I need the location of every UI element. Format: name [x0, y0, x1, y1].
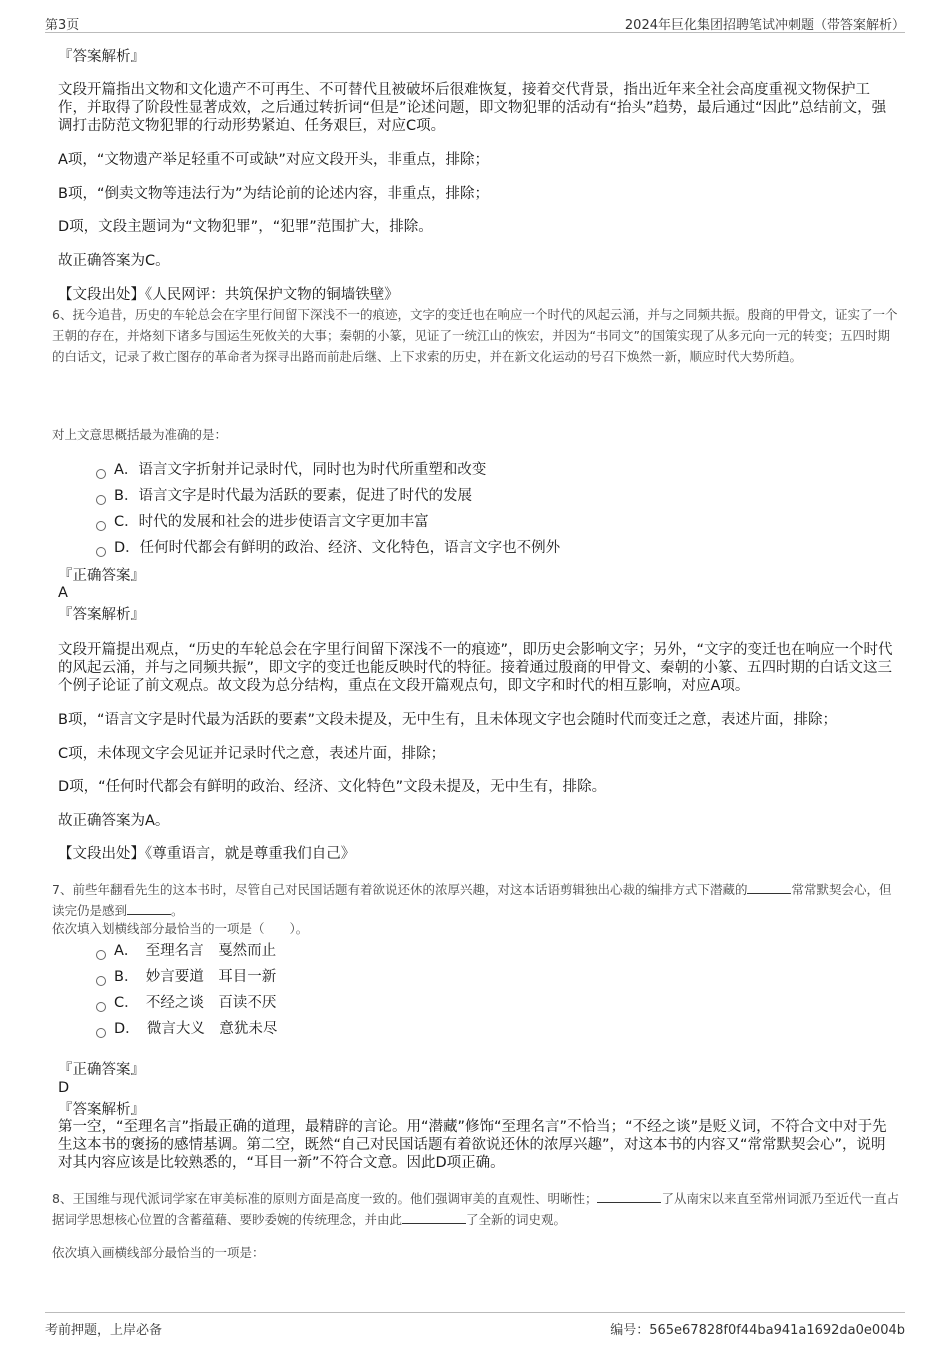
- fill-blank[interactable]: [747, 880, 791, 894]
- page-number: 第3页: [45, 18, 80, 33]
- question-7-option-d[interactable]: D． 微言大义 意犹未尽: [96, 1020, 277, 1038]
- analysis-label: 『答案解析』: [58, 607, 145, 623]
- question-6-option-a[interactable]: A．语言文字折射并记录时代，同时也为时代所重塑和改变: [96, 461, 486, 479]
- footer-slogan: 考前押题，上岸必备: [45, 1323, 163, 1338]
- source-citation: 【文段出处】《人民网评：共筑保护文物的铜墙铁壁》: [58, 287, 399, 303]
- question-7-option-a[interactable]: A． 至理名言 戛然而止: [96, 942, 276, 960]
- question-6-option-b[interactable]: B．语言文字是时代最为活跃的要素，促进了时代的发展: [96, 487, 472, 505]
- correct-answer-label: 『正确答案』: [58, 568, 145, 584]
- correct-answer-label: 『正确答案』: [58, 1062, 145, 1078]
- radio-icon[interactable]: [96, 521, 106, 531]
- question-6-option-d[interactable]: D．任何时代都会有鲜明的政治、经济、文化特色，语言文字也不例外: [96, 539, 560, 557]
- answer-conclusion: 故正确答案为A。: [58, 813, 170, 829]
- answer-conclusion: 故正确答案为C。: [58, 253, 170, 269]
- correct-answer-value: A: [58, 585, 68, 601]
- analysis-label: 『答案解析』: [58, 49, 145, 65]
- document-title: 2024年巨化集团招聘笔试冲刺题（带答案解析）: [624, 18, 905, 33]
- radio-icon[interactable]: [96, 1002, 106, 1012]
- radio-icon[interactable]: [96, 547, 106, 557]
- question-8-prompt: 依次填入画横线部分最恰当的一项是：: [52, 1245, 265, 1260]
- document-code: 编号：565e67828f0f44ba941a1692da0e004b: [610, 1323, 905, 1338]
- analysis-option-b: B项，“语言文字是时代最为活跃的要素”文段未提及，无中生有，且未体现文字也会随时代而变迁之意，表述片面，排除；: [58, 712, 837, 728]
- question-7-stem: 7、前些年翻看先生的这本书时，尽管自己对民国话题有着欲说还休的浓厚兴趣，对这本话语剪辑独出心裁的编排方式下潜藏的 常常默契会心，但读完仍是感到 。: [52, 882, 892, 918]
- question-6-option-c[interactable]: C．时代的发展和社会的进步使语言文字更加丰富: [96, 513, 429, 531]
- analysis-option-c: C项，未体现文字会见证并记录时代之意，表述片面，排除；: [58, 746, 446, 762]
- analysis-text: 文段开篇提出观点，“历史的车轮总会在字里行间留下深浅不一的痕迹”，即历史会影响文字；另外，“文字的变迁也在响应一个时代的风起云涌，并与之同频共振”，即文字的变迁也能反映时代的特征。接着通过殷商的甲骨文、秦朝的小篆、五四时期的白话文这三个例子论证了前文观点。故文段为总分结构，重点在文段开篇观点句，即文字和时代的相互影响，对应A项。: [58, 642, 893, 694]
- question-8-stem: 8、王国维与现代派词学家在审美标准的原则方面是高度一致的。他们强调审美的直观性、明晰性； 了从南宋以来直至常州词派乃至近代一直占据词学思想核心位置的含蓄蕴藉、要眇委婉的传统理念，并由此 了全新的词史观。: [52, 1191, 899, 1227]
- analysis-text: 第一空，“至理名言”指最正确的道理，最精辟的言论。用“潜藏”修饰“至理名言”不恰当；“不经之谈”是贬义词，不符合文中对于先生这本书的褒扬的感情基调。第二空，既然“自己对民国话题有着欲说还休的浓厚兴趣”，对这本书的内容又“常常默契会心”，说明对其内容应该是比较熟悉的，“耳目一新”不符合文意。因此D项正确。: [58, 1119, 887, 1171]
- question-7-prompt: 依次填入划横线部分最恰当的一项是（ ）。: [52, 921, 309, 936]
- radio-icon[interactable]: [96, 950, 106, 960]
- analysis-option-d: D项，“任何时代都会有鲜明的政治、经济、文化特色”文段未提及，无中生有，排除。: [58, 779, 607, 795]
- page-footer: [45, 1312, 905, 1337]
- question-7-option-b[interactable]: B． 妙言要道 耳目一新: [96, 968, 276, 986]
- radio-icon[interactable]: [96, 1028, 106, 1038]
- radio-icon[interactable]: [96, 495, 106, 505]
- radio-icon[interactable]: [96, 469, 106, 479]
- radio-icon[interactable]: [96, 976, 106, 986]
- question-7-option-c[interactable]: C． 不经之谈 百读不厌: [96, 994, 276, 1012]
- analysis-option-a: A项，“文物遗产举足轻重不可或缺”对应文段开头，非重点，排除；: [58, 152, 489, 168]
- analysis-label: 『答案解析』: [58, 1102, 145, 1118]
- correct-answer-value: D: [58, 1080, 70, 1096]
- analysis-text: 文段开篇指出文物和文化遗产不可再生、不可替代且被破坏后很难恢复，接着交代背景，指出近年来全社会高度重视文物保护工作，并取得了阶段性显著成效，之后通过转折词“但是”论述问题，即文物犯罪的活动有“抬头”趋势，最后通过“因此”总结前文，强调打击防范文物犯罪的行动形势紧迫、任务艰巨，对应C项。: [58, 82, 887, 134]
- page-header: [45, 12, 905, 33]
- fill-blank[interactable]: [597, 1189, 661, 1203]
- analysis-option-d: D项，文段主题词为“文物犯罪”，“犯罪”范围扩大，排除。: [58, 219, 433, 235]
- question-6-prompt: 对上文意思概括最为准确的是：: [52, 427, 228, 442]
- source-citation: 【文段出处】《尊重语言，就是尊重我们自己》: [58, 846, 356, 862]
- analysis-option-b: B项，“倒卖文物等违法行为”为结论前的论述内容，非重点，排除；: [58, 186, 489, 202]
- fill-blank[interactable]: [402, 1210, 466, 1224]
- fill-blank[interactable]: [127, 901, 171, 915]
- question-6-stem: 6、抚今追昔，历史的车轮总会在字里行间留下深浅不一的痕迹，文字的变迁也在响应一个时代的风起云涌，并与之同频共振。殷商的甲骨文，证实了一个王朝的存在，并烙刻下诸多与国运生死攸关的大事；秦朝的小篆，见证了一统江山的恢宏，并因为“书同文”的国策实现了从多元向一元的转变；五四时期的白话文，记录了救亡图存的革命者为探寻出路而前赴后继、上下求索的历史，并在新文化运动的号召下焕然一新，顺应时代大势所趋。: [52, 307, 898, 364]
